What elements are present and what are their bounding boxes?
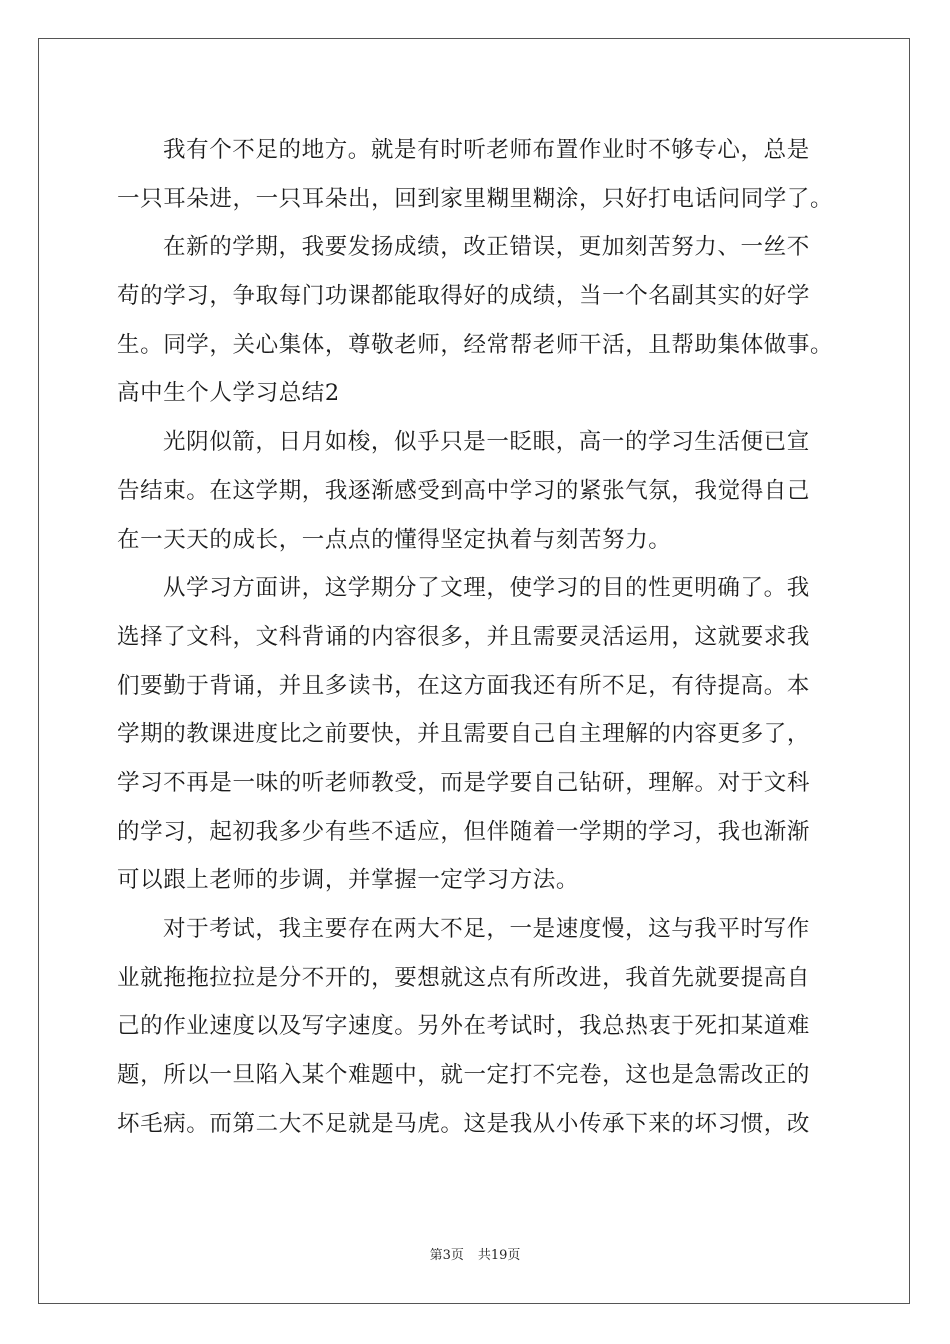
paragraph-line: 选择了文科，文科背诵的内容很多，并且需要灵活运用，这就要求我 — [117, 623, 811, 650]
paragraph-line: 可以跟上老师的步调，并掌握一定学习方法。 — [117, 867, 580, 894]
paragraph-line: 告结束。在这学期，我逐渐感受到高中学习的紧张气氛，我觉得自己 — [117, 477, 811, 504]
paragraph-line: 的学习，起初我多少有些不适应，但伴随着一学期的学习，我也渐渐 — [117, 818, 811, 845]
paragraph-line: 生。同学，关心集体，尊敬老师，经常帮老师干活，且帮助集体做事。 — [117, 331, 834, 358]
page-footer — [0, 1244, 950, 1263]
paragraph-line: 们要勤于背诵，并且多读书，在这方面我还有所不足，有待提高。本 — [117, 672, 811, 699]
paragraph-line: 从学习方面讲，这学期分了文理，使学习的目的性更明确了。我 — [163, 575, 810, 602]
page-total: 共19页 — [477, 1248, 521, 1263]
paragraph-line: 我有个不足的地方。就是有时听老师布置作业时不够专心，总是 — [163, 137, 810, 163]
paragraph-line: 题，所以一旦陷入某个难题中，就一定打不完卷，这也是急需改正的 — [117, 1062, 811, 1089]
paragraph-line: 业就拖拖拉拉是分不开的，要想就这点有所改进，我首先就要提高自 — [117, 964, 811, 991]
document-body — [117, 126, 833, 1148]
section-heading: 高中生个人学习总结2 — [117, 380, 340, 407]
paragraph-line: 一只耳朵进，一只耳朵出，回到家里糊里糊涂，只好打电话问同学了。 — [117, 185, 834, 212]
paragraph-line: 在新的学期，我要发扬成绩，改正错误，更加刻苦努力、一丝不 — [163, 234, 810, 261]
paragraph-line: 坏毛病。而第二大不足就是马虎。这是我从小传承下来的坏习惯，改 — [117, 1110, 811, 1137]
page-number: 第3页 — [429, 1248, 464, 1263]
paragraph-line: 对于考试，我主要存在两大不足，一是速度慢，这与我平时写作 — [163, 916, 810, 942]
paragraph-line: 苟的学习，争取每门功课都能取得好的成绩，当一个名副其实的好学 — [117, 283, 811, 310]
paragraph-line: 学期的教课进度比之前要快，并且需要自己自主理解的内容更多了， — [117, 721, 811, 748]
paragraph-line: 学习不再是一味的听老师教受，而是学要自己钻研，理解。对于文科 — [117, 769, 811, 796]
paragraph-line: 光阴似箭，日月如梭，似乎只是一眨眼，高一的学习生活便已宣 — [163, 429, 810, 456]
paragraph-line: 在一天天的成长，一点点的懂得坚定执着与刻苦努力。 — [117, 526, 672, 553]
paragraph-line: 己的作业速度以及写字速度。另外在考试时，我总热衷于死扣某道难 — [117, 1013, 811, 1040]
